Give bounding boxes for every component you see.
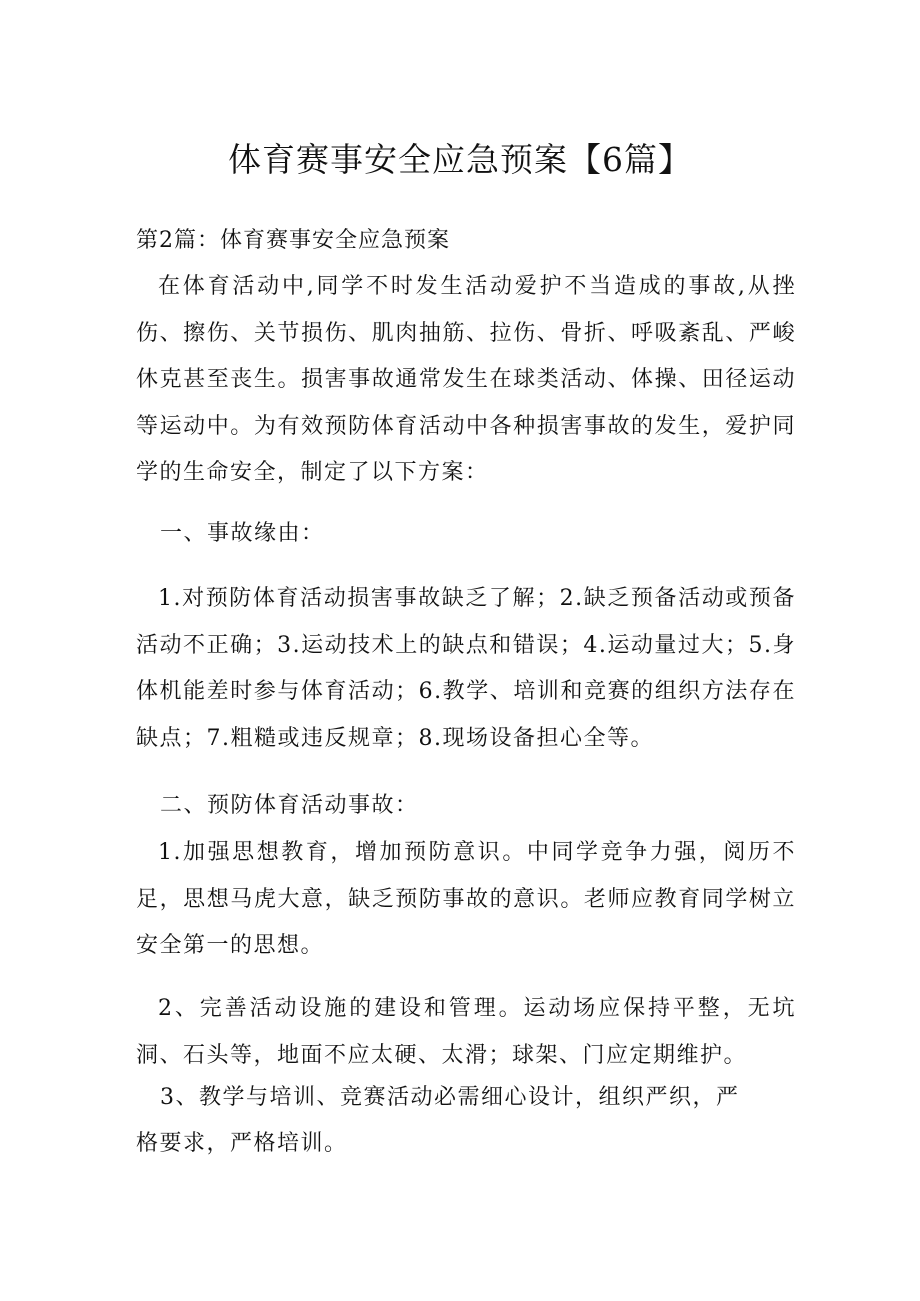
section2-heading: 二、预防体育活动事故： — [160, 793, 419, 818]
section2-item-3-line-2: 格要求，严格培训。 — [136, 1131, 348, 1156]
intro-paragraph: 在体育活动中,同学不时发生活动爱护不当造成的事故,从挫伤、擦伤、关节损伤、肌肉抽筋、拉伤、骨折、呼吸紊乱、严峻休克甚至丧生。损害事故通常发生在球类活动、体操、田径运动等运动中。为有效预防体育活动中各种损害事故的发生，爱护同学的生命安全，制定了以下方案： — [136, 274, 796, 485]
section1-body: 1.对预防体育活动损害事故缺乏了解；2.缺乏预备活动或预备活动不正确；3.运动技术上的缺点和错误；4.运动量过大；5.身体机能差时参与体育活动；6.教学、培训和竞赛的组织方法存在缺点；7.粗糙或违反规章；8.现场设备担心全等。 — [136, 586, 796, 751]
section2-item-3-line-1: 3、教学与培训、竞赛活动必需细心设计，组织严织，严 — [160, 1085, 740, 1110]
section2-item-2: 2、完善活动设施的建设和管理。运动场应保持平整，无坑洞、石头等，地面不应太硬、太滑；球架、门应定期维护。 — [136, 996, 796, 1068]
document-subtitle: 第2篇：体育赛事安全应急预案 — [136, 228, 450, 253]
document-title: 体育赛事安全应急预案【6篇】 — [228, 140, 692, 179]
section1-heading: 一、事故缘由： — [160, 521, 325, 546]
section2-item-1: 1.加强思想教育，增加预防意识。中同学竞争力强，阅历不足，思想马虎大意，缺乏预防事故的意识。老师应教育同学树立安全第一的思想。 — [136, 840, 796, 958]
